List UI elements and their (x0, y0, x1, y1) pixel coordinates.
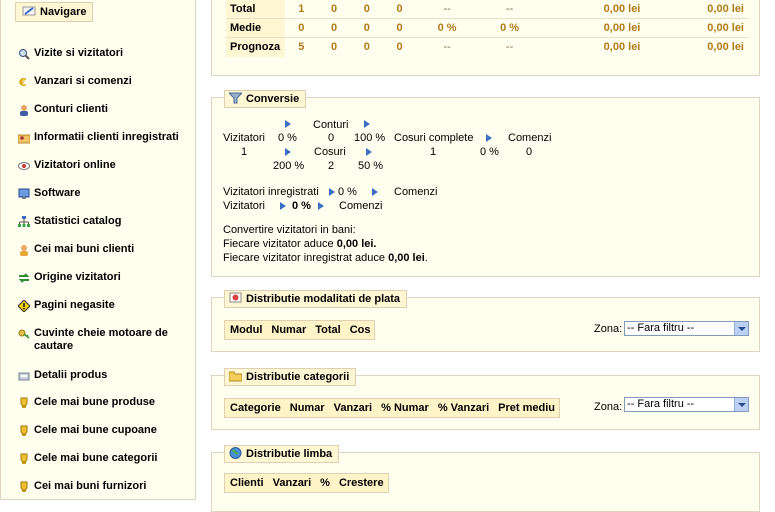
chevron-down-icon[interactable] (734, 322, 748, 335)
value-cosuri: 2 (328, 160, 335, 172)
percent-cosuri-cosuri-complete: 50 % (358, 160, 384, 172)
percent-conturi-cosuri-complete: 100 % (354, 132, 386, 144)
cup-icon (18, 481, 30, 493)
column-header[interactable]: % Vanzari (437, 402, 490, 414)
percent-cosuri-complete-comenzi: 0 % (480, 146, 499, 158)
magnifier-icon (18, 48, 30, 60)
conversie-title: Conversie (224, 90, 306, 108)
table-row: Medie 0 0 0 0 0 % 0 % 0,00 lei 0,00 lei (226, 19, 748, 38)
percent-vizitatori-comenzi: 0 % (292, 200, 311, 212)
label-conturi: Conturi (313, 119, 349, 131)
stats-panel (211, 0, 760, 76)
zona-select[interactable]: -- Fara filtru -- (624, 321, 749, 336)
sidebar-title: Navigare (15, 2, 93, 22)
eye-icon (18, 160, 30, 172)
sidebar-item-produse[interactable]: Cele mai bune produse (18, 396, 188, 409)
arrows-icon (18, 272, 30, 284)
column-header[interactable]: Clienti (230, 477, 264, 489)
funnel-icon (229, 92, 242, 104)
cup-icon (18, 425, 30, 437)
folder-icon (229, 370, 242, 382)
sidebar-item-vizite[interactable]: Vizite si vizitatori (18, 47, 188, 60)
cup-icon (18, 397, 30, 409)
zona-label: Zona: (594, 401, 623, 413)
sitemap-icon (18, 216, 30, 228)
percent-vizitatori-cosuri: 200 % (273, 160, 305, 172)
sidebar-item-categorii[interactable]: Cele mai bune categorii (18, 452, 188, 465)
column-header[interactable]: % Numar (381, 402, 429, 414)
categorii-title: Distributie categorii (224, 368, 356, 386)
zona-select[interactable]: -- Fara filtru -- (624, 397, 749, 412)
column-header[interactable]: % (320, 477, 330, 489)
svg-text:€: € (19, 76, 27, 88)
column-header[interactable]: Numar (289, 402, 325, 414)
limba-table-header (224, 473, 389, 493)
label-vizitatori-inregistrati: Vizitatori inregistrati (223, 186, 319, 198)
sidebar-item-cuvinte-cheie[interactable]: Cuvinte cheie motoare de cautare (18, 327, 188, 353)
money-title: Convertire vizitatori in bani: (223, 224, 356, 236)
sidebar (0, 0, 196, 500)
plata-table-header (224, 320, 375, 340)
arrow-icon (285, 148, 291, 156)
label-comenzi: Comenzi (508, 132, 552, 144)
label-cosuri-complete: Cosuri complete (394, 132, 474, 144)
user-gold-icon (18, 244, 30, 256)
label-vizitatori: Vizitatori (223, 132, 265, 144)
sidebar-item-detalii-produs[interactable]: Detalii produs (18, 369, 188, 382)
label-cosuri: Cosuri (314, 146, 346, 158)
zona-label: Zona: (594, 323, 623, 335)
value-conturi: 0 (328, 132, 335, 144)
column-header[interactable]: Categorie (230, 402, 281, 414)
label-vizitatori-2: Vizitatori (223, 200, 265, 212)
label-comenzi-3: Comenzi (339, 200, 383, 212)
value-comenzi: 0 (526, 146, 533, 158)
payment-icon (229, 292, 242, 304)
table-row: Prognoza 5 0 0 0 -- -- 0,00 lei 0,00 lei (226, 38, 748, 57)
value-vizitatori: 1 (241, 146, 248, 158)
column-header[interactable]: Modul (230, 324, 263, 336)
column-header[interactable]: Crestere (338, 477, 384, 489)
pencil-icon (22, 5, 36, 17)
limba-title: Distributie limba (224, 445, 339, 463)
column-header[interactable]: Numar (271, 324, 307, 336)
arrow-icon (329, 188, 335, 196)
arrow-icon (318, 202, 324, 210)
plata-panel (211, 293, 760, 352)
sidebar-item-software[interactable]: Software (18, 187, 188, 200)
money-line-2: Fiecare vizitator inregistrat aduce 0,00 lei. (223, 252, 428, 264)
user-icon (18, 104, 30, 116)
percent-inregistrati-comenzi: 0 % (338, 186, 357, 198)
sidebar-item-catalog[interactable]: Statistici catalog (18, 215, 188, 228)
sidebar-item-clienti-buni[interactable]: Cei mai buni clienti (18, 243, 188, 256)
column-header[interactable]: Vanzari (333, 402, 373, 414)
sidebar-item-online[interactable]: Vizitatori online (18, 159, 188, 172)
arrow-icon (372, 188, 378, 196)
arrow-icon (486, 134, 492, 142)
categorii-panel (211, 371, 760, 430)
sidebar-item-origine[interactable]: Origine vizitatori (18, 271, 188, 284)
monitor-icon (18, 188, 30, 200)
key-icon (18, 328, 30, 340)
stats-table (226, 0, 748, 57)
sidebar-item-pagini-negasite[interactable]: Pagini negasite (18, 299, 188, 312)
column-header[interactable]: Total (315, 324, 341, 336)
cup-icon (18, 453, 30, 465)
column-header[interactable]: Cos (349, 324, 371, 336)
sidebar-item-cupoane[interactable]: Cele mai bune cupoane (18, 424, 188, 437)
sidebar-item-conturi[interactable]: Conturi clienti (18, 103, 188, 116)
sidebar-item-informatii[interactable]: Informatii clienti inregistrati (18, 131, 188, 144)
box-icon (18, 370, 30, 382)
column-header[interactable]: Vanzari (272, 477, 312, 489)
arrow-icon (285, 120, 291, 128)
sidebar-item-vanzari[interactable]: € Vanzari si comenzi (19, 75, 132, 88)
limba-panel (211, 448, 760, 512)
table-row: Total 1 0 0 0 -- -- 0,00 lei 0,00 lei (226, 0, 748, 19)
user-card-icon (18, 132, 30, 144)
chevron-down-icon[interactable] (734, 398, 748, 411)
categorii-table-header (224, 398, 560, 418)
percent-vizitatori-conturi: 0 % (278, 132, 297, 144)
warning-icon (18, 300, 30, 312)
plata-title: Distributie modalitati de plata (224, 290, 407, 308)
column-header[interactable]: Pret mediu (498, 402, 556, 414)
money-line-1: Fiecare vizitator aduce 0,00 lei. (223, 238, 377, 250)
globe-icon (229, 447, 242, 459)
value-cosuri-complete: 1 (430, 146, 437, 158)
sidebar-item-furnizori[interactable]: Cei mai buni furnizori (18, 480, 188, 493)
label-comenzi-2: Comenzi (394, 186, 438, 198)
arrow-icon (366, 148, 372, 156)
conversie-panel (211, 93, 760, 277)
arrow-icon (364, 120, 370, 128)
arrow-icon (280, 202, 286, 210)
euro-icon (18, 76, 30, 88)
